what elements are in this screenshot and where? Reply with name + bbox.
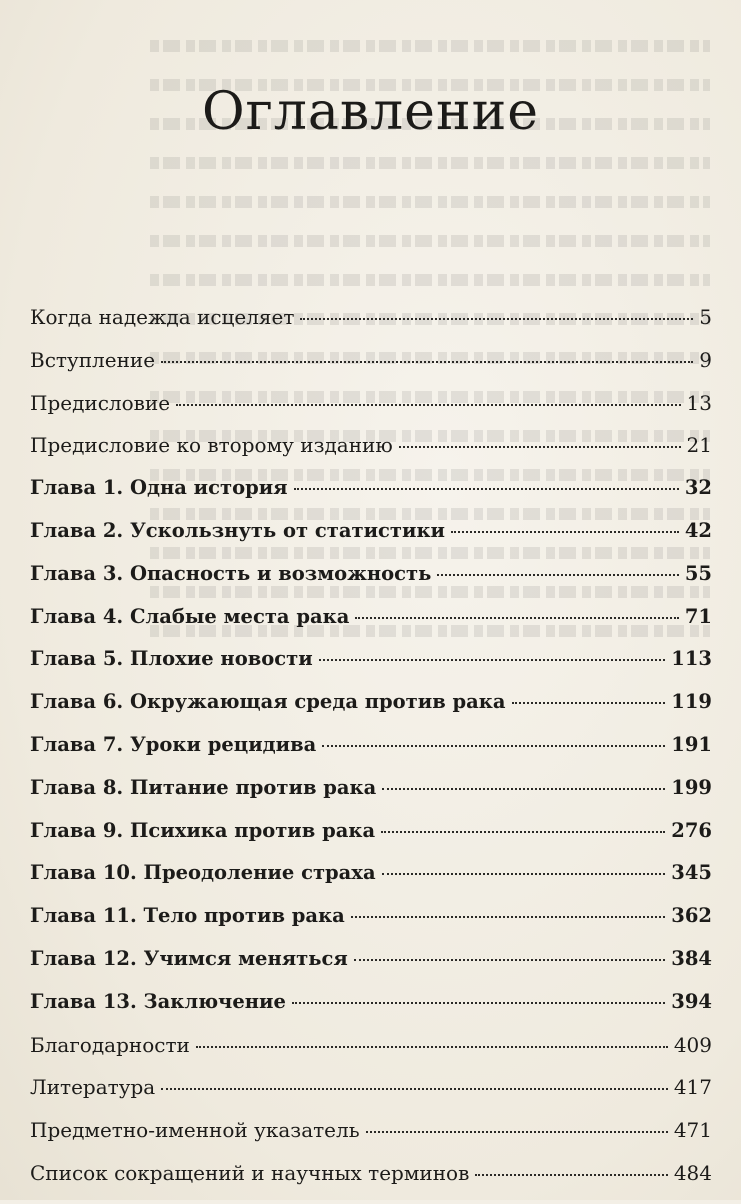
dot-leader (512, 702, 666, 704)
toc-entry-page: 5 (699, 305, 712, 329)
table-of-contents (30, 305, 712, 1204)
dot-leader (176, 404, 680, 406)
toc-entry-page: 484 (673, 1160, 712, 1185)
toc-entry-page: 42 (684, 518, 712, 542)
toc-entry[interactable] (30, 391, 712, 434)
dot-leader (292, 1002, 665, 1004)
toc-entry[interactable] (30, 1161, 712, 1204)
toc-entry-title: Глава 10. Преодоление страха (30, 861, 376, 885)
toc-entry-page: 32 (684, 476, 712, 500)
toc-entry-page: 13 (686, 390, 712, 415)
toc-entry-title: Глава 6. Окружающая среда против рака (30, 690, 506, 714)
dot-leader (382, 873, 666, 875)
toc-entry-chapter[interactable] (30, 947, 712, 990)
toc-entry-title: Когда надежда исцеляет (30, 305, 295, 329)
toc-entry-page: 9 (699, 347, 712, 372)
toc-entry-title: Литература (30, 1075, 156, 1100)
toc-entry-title: Список сокращений и научных терминов (30, 1160, 470, 1185)
toc-entry[interactable] (30, 1075, 712, 1118)
toc-entry-chapter[interactable] (30, 562, 712, 605)
toc-entry-title: Глава 1. Одна история (30, 476, 288, 500)
toc-entry-title: Глава 2. Ускользнуть от статистики (30, 518, 446, 542)
dot-leader (382, 788, 665, 790)
toc-entry-title: Глава 12. Учимся меняться (30, 946, 348, 970)
toc-entry-chapter[interactable] (30, 647, 712, 690)
toc-entry-title: Предметно-именной указатель (30, 1118, 360, 1143)
toc-entry-title: Глава 11. Тело против рака (30, 904, 345, 928)
toc-entry-page: 55 (684, 561, 712, 585)
toc-entry-chapter[interactable] (30, 476, 712, 519)
toc-entry-title: Глава 8. Питание против рака (30, 775, 377, 799)
toc-entry-page: 417 (673, 1075, 712, 1100)
dot-leader (437, 574, 679, 576)
dot-leader (381, 831, 665, 833)
toc-entry-title: Предисловие (30, 390, 171, 415)
toc-entry-chapter[interactable] (30, 519, 712, 562)
toc-entry-page: 394 (671, 989, 712, 1013)
dot-leader (399, 446, 681, 448)
toc-entry-page: 471 (673, 1118, 712, 1143)
toc-entry[interactable] (30, 305, 712, 348)
toc-entry-page: 21 (686, 433, 712, 458)
dot-leader (161, 361, 693, 363)
toc-entry[interactable] (30, 433, 712, 476)
toc-entry-title: Глава 3. Опасность и возможность (30, 561, 432, 585)
toc-entry-page: 199 (671, 775, 712, 799)
toc-entry-title: Благодарности (30, 1032, 190, 1057)
dot-leader (196, 1046, 668, 1048)
toc-entry-page: 191 (671, 732, 712, 756)
toc-entry-page: 362 (671, 904, 712, 928)
toc-entry-page: 345 (671, 861, 712, 885)
dot-leader (319, 659, 666, 661)
toc-entry-title: Предисловие ко второму изданию (30, 433, 393, 458)
dot-leader (351, 916, 666, 918)
toc-entry-page: 119 (671, 690, 712, 714)
toc-entry-page: 113 (671, 647, 712, 671)
toc-entry-page: 384 (671, 946, 712, 970)
dot-leader (300, 318, 693, 320)
dot-leader (355, 617, 679, 619)
toc-entry-chapter[interactable] (30, 605, 712, 648)
toc-entry[interactable] (30, 1033, 712, 1076)
toc-entry-title: Глава 7. Уроки рецидива (30, 732, 317, 756)
dot-leader (322, 745, 665, 747)
dot-leader (354, 959, 666, 961)
toc-entry[interactable] (30, 348, 712, 391)
toc-entry-page: 71 (684, 604, 712, 628)
toc-entry-title: Глава 4. Слабые места рака (30, 604, 350, 628)
toc-entry-page: 276 (671, 818, 712, 842)
toc-entry[interactable] (30, 1118, 712, 1161)
dot-leader (475, 1174, 667, 1176)
toc-entry-title: Глава 9. Психика против рака (30, 818, 376, 842)
toc-entry-chapter[interactable] (30, 733, 712, 776)
page-title: Оглавление (201, 82, 540, 142)
toc-entry-title: Вступление (30, 347, 156, 372)
dot-leader (366, 1131, 668, 1133)
toc-entry-chapter[interactable] (30, 904, 712, 947)
dot-leader (451, 531, 679, 533)
toc-entry-title: Глава 5. Плохие новости (30, 647, 313, 671)
toc-entry-chapter[interactable] (30, 861, 712, 904)
toc-entry-title: Глава 13. Заключение (30, 989, 286, 1013)
toc-entry-page: 409 (673, 1032, 712, 1057)
toc-entry-chapter[interactable] (30, 990, 712, 1033)
dot-leader (161, 1088, 668, 1090)
toc-entry-chapter[interactable] (30, 776, 712, 819)
dot-leader (294, 488, 679, 490)
toc-entry-chapter[interactable] (30, 819, 712, 862)
toc-entry-chapter[interactable] (30, 690, 712, 733)
